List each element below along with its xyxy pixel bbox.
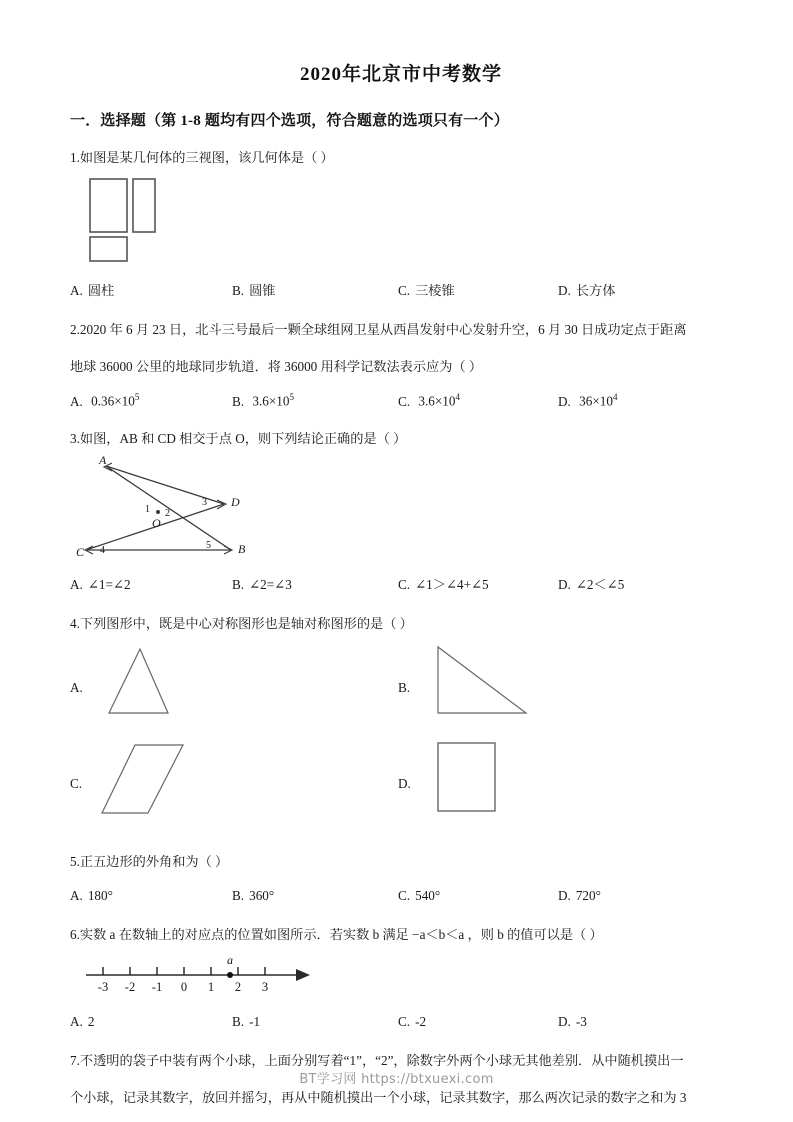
option-b-label: B. (232, 282, 245, 298)
question-2 (70, 317, 732, 413)
option-c[interactable] (398, 391, 460, 411)
option-a-label: A. (70, 1014, 83, 1030)
option-d-label: D. (558, 577, 571, 593)
svg-text:5: 5 (206, 540, 211, 552)
option-b-exponent: 5 (289, 392, 294, 403)
option-a-label: A. (70, 577, 83, 593)
option-a[interactable] (70, 282, 114, 300)
three-view-drawing-figure (82, 175, 732, 270)
question-1-stem: 1.如图是某几何体的三视图，该几何体是（ ） (70, 150, 334, 166)
option-c-text: 三棱锥 (415, 282, 455, 298)
option-a-label: A. (70, 282, 83, 298)
option-c[interactable] (398, 1013, 426, 1031)
question-2-options (70, 391, 732, 413)
option-c-label: C. (398, 393, 411, 409)
option-b-text: 360° (249, 887, 275, 903)
option-d-label: D. (398, 775, 411, 791)
option-d[interactable] (558, 576, 624, 594)
question-7-stem-line-1: 7.不透明的袋子中装有两个小球，上面分别写着“1”，“2”，除数字外两个小球无其他差别．从中随机摸出一 (70, 1053, 684, 1069)
question-6-stem: 6.实数 a 在数轴上的对应点的位置如图所示．若实数 b 满足 −a＜b＜a ，则 b 的值可以是（ ） (70, 926, 603, 942)
option-b[interactable] (232, 391, 294, 411)
option-d-text: 长方体 (575, 282, 616, 298)
svg-text:A: A (99, 454, 107, 468)
option-b-label: B. (232, 887, 245, 903)
question-5-stem: 5.正五边形的外角和为（ ） (70, 853, 229, 869)
svg-text:3: 3 (261, 980, 269, 995)
page-title: 2020年北京市中考数学 (299, 64, 502, 85)
question-6-options (70, 1013, 732, 1035)
option-d[interactable] (558, 1013, 587, 1031)
option-a-text: 180° (87, 887, 113, 903)
option-d-exponent: 4 (612, 392, 618, 403)
question-4-options (70, 641, 732, 836)
option-a-text: 0.36×10 (91, 393, 135, 409)
svg-text:1: 1 (207, 980, 215, 995)
footer-watermark: BT学习网 https://btxuexi.com (299, 1072, 494, 1087)
question-3-options (70, 576, 732, 598)
question-7-stem-line-2: 个小球，记录其数字，放回并摇匀，再从中随机摸出一个小球，记录其数字，那么两次记录的数字之和为 3 (70, 1090, 687, 1106)
option-b-label: B. (232, 577, 245, 593)
svg-text:4: 4 (100, 545, 105, 557)
option-c-label: C. (398, 577, 411, 593)
option-b-label: B. (232, 1014, 245, 1030)
rectangle-shape (426, 739, 531, 828)
option-d[interactable] (558, 391, 617, 411)
option-d-label: D. (558, 1014, 571, 1030)
option-d[interactable] (398, 737, 718, 833)
option-a-label: A. (70, 887, 83, 903)
option-b[interactable] (232, 282, 275, 300)
option-d-text: -3 (575, 1014, 587, 1030)
option-c-label: C. (398, 1014, 411, 1030)
question-6 (70, 922, 732, 1036)
option-d-text: 36×10 (579, 393, 613, 409)
svg-text:1: 1 (145, 504, 150, 516)
option-c[interactable] (398, 576, 489, 594)
option-c[interactable] (398, 887, 440, 905)
svg-text:3: 3 (202, 497, 207, 509)
option-c-label: C. (70, 775, 83, 791)
option-c[interactable] (70, 737, 390, 833)
question-1 (70, 145, 732, 304)
option-a-label: A. (70, 679, 83, 695)
svg-text:a: a (227, 953, 233, 968)
svg-text:2: 2 (165, 508, 170, 520)
option-c-text: 3.6×10 (418, 393, 456, 409)
option-a[interactable] (70, 576, 131, 594)
option-a-text: 2 (87, 1014, 95, 1030)
question-3-stem: 3.如图，AB 和 CD 相交于点 O，则下列结论正确的是（ ） (70, 431, 407, 447)
svg-text:-3: -3 (97, 980, 109, 995)
svg-text:-1: -1 (151, 980, 163, 995)
question-2-stem-line-1: 2.2020 年 6 月 23 日，北斗三号最后一颗全球组网卫星从西昌发射中心发射升空，6 月 30 日成功定点于距离 (70, 321, 687, 337)
svg-text:0: 0 (180, 980, 188, 995)
section-heading: 一．选择题（第 1-8 题均有四个选项，符合题意的选项只有一个） (70, 112, 509, 129)
isosceles-triangle-shape (98, 643, 193, 732)
option-c-text: -2 (415, 1014, 427, 1030)
parallelogram-shape (98, 739, 203, 828)
option-a[interactable] (70, 1013, 94, 1031)
option-a[interactable] (70, 887, 113, 905)
option-d-label: D. (558, 282, 571, 298)
option-d-text: ∠2＜∠5 (575, 577, 625, 593)
svg-text:O: O (152, 516, 161, 531)
option-c-label: C. (398, 887, 411, 903)
option-b-text: -1 (249, 1014, 261, 1030)
option-d[interactable] (558, 282, 615, 300)
option-d-text: 720° (575, 887, 601, 903)
option-c-label: C. (398, 282, 411, 298)
option-b-text: 圆锥 (249, 282, 276, 298)
question-4-stem: 4.下列图形中，既是中心对称图形也是轴对称图形的是（ ） (70, 616, 413, 632)
question-3 (70, 426, 732, 598)
option-d-label: D. (558, 887, 571, 903)
question-1-options (70, 282, 732, 304)
svg-text:B: B (238, 542, 246, 557)
option-b[interactable] (398, 641, 718, 737)
svg-text:2: 2 (234, 980, 242, 995)
option-b-text: 3.6×10 (252, 393, 290, 409)
option-a-label: A. (70, 393, 83, 409)
option-b[interactable] (232, 887, 274, 905)
option-b[interactable] (232, 576, 292, 594)
option-d[interactable] (558, 887, 601, 905)
question-5 (70, 849, 732, 909)
option-b-label: B. (232, 393, 245, 409)
svg-text:-2: -2 (124, 980, 136, 995)
option-b-label: B. (398, 679, 411, 695)
question-5-options (70, 887, 732, 909)
document-body (70, 0, 732, 1111)
svg-text:C: C (76, 545, 85, 560)
right-triangle-shape (426, 643, 541, 732)
option-a-exponent: 5 (134, 392, 140, 403)
option-a-text: ∠1=∠2 (87, 577, 131, 593)
option-b[interactable] (232, 1013, 260, 1031)
number-line-figure (78, 953, 732, 1001)
option-a[interactable] (70, 391, 139, 411)
intersecting-lines-figure (74, 454, 732, 564)
option-c[interactable] (398, 282, 455, 300)
option-c-text: ∠1＞∠4+∠5 (415, 577, 489, 593)
svg-text:D: D (231, 495, 240, 510)
option-b-text: ∠2=∠3 (249, 577, 292, 593)
question-2-stem-line-2: 地球 36000 公里的地球同步轨道．将 36000 用科学记数法表示应为（ ） (70, 358, 483, 374)
option-c-text: 540° (415, 887, 441, 903)
option-a[interactable] (70, 641, 390, 737)
option-c-exponent: 4 (455, 392, 460, 403)
option-d-label: D. (558, 393, 571, 409)
option-a-text: 圆柱 (87, 282, 115, 298)
question-4 (70, 611, 732, 836)
